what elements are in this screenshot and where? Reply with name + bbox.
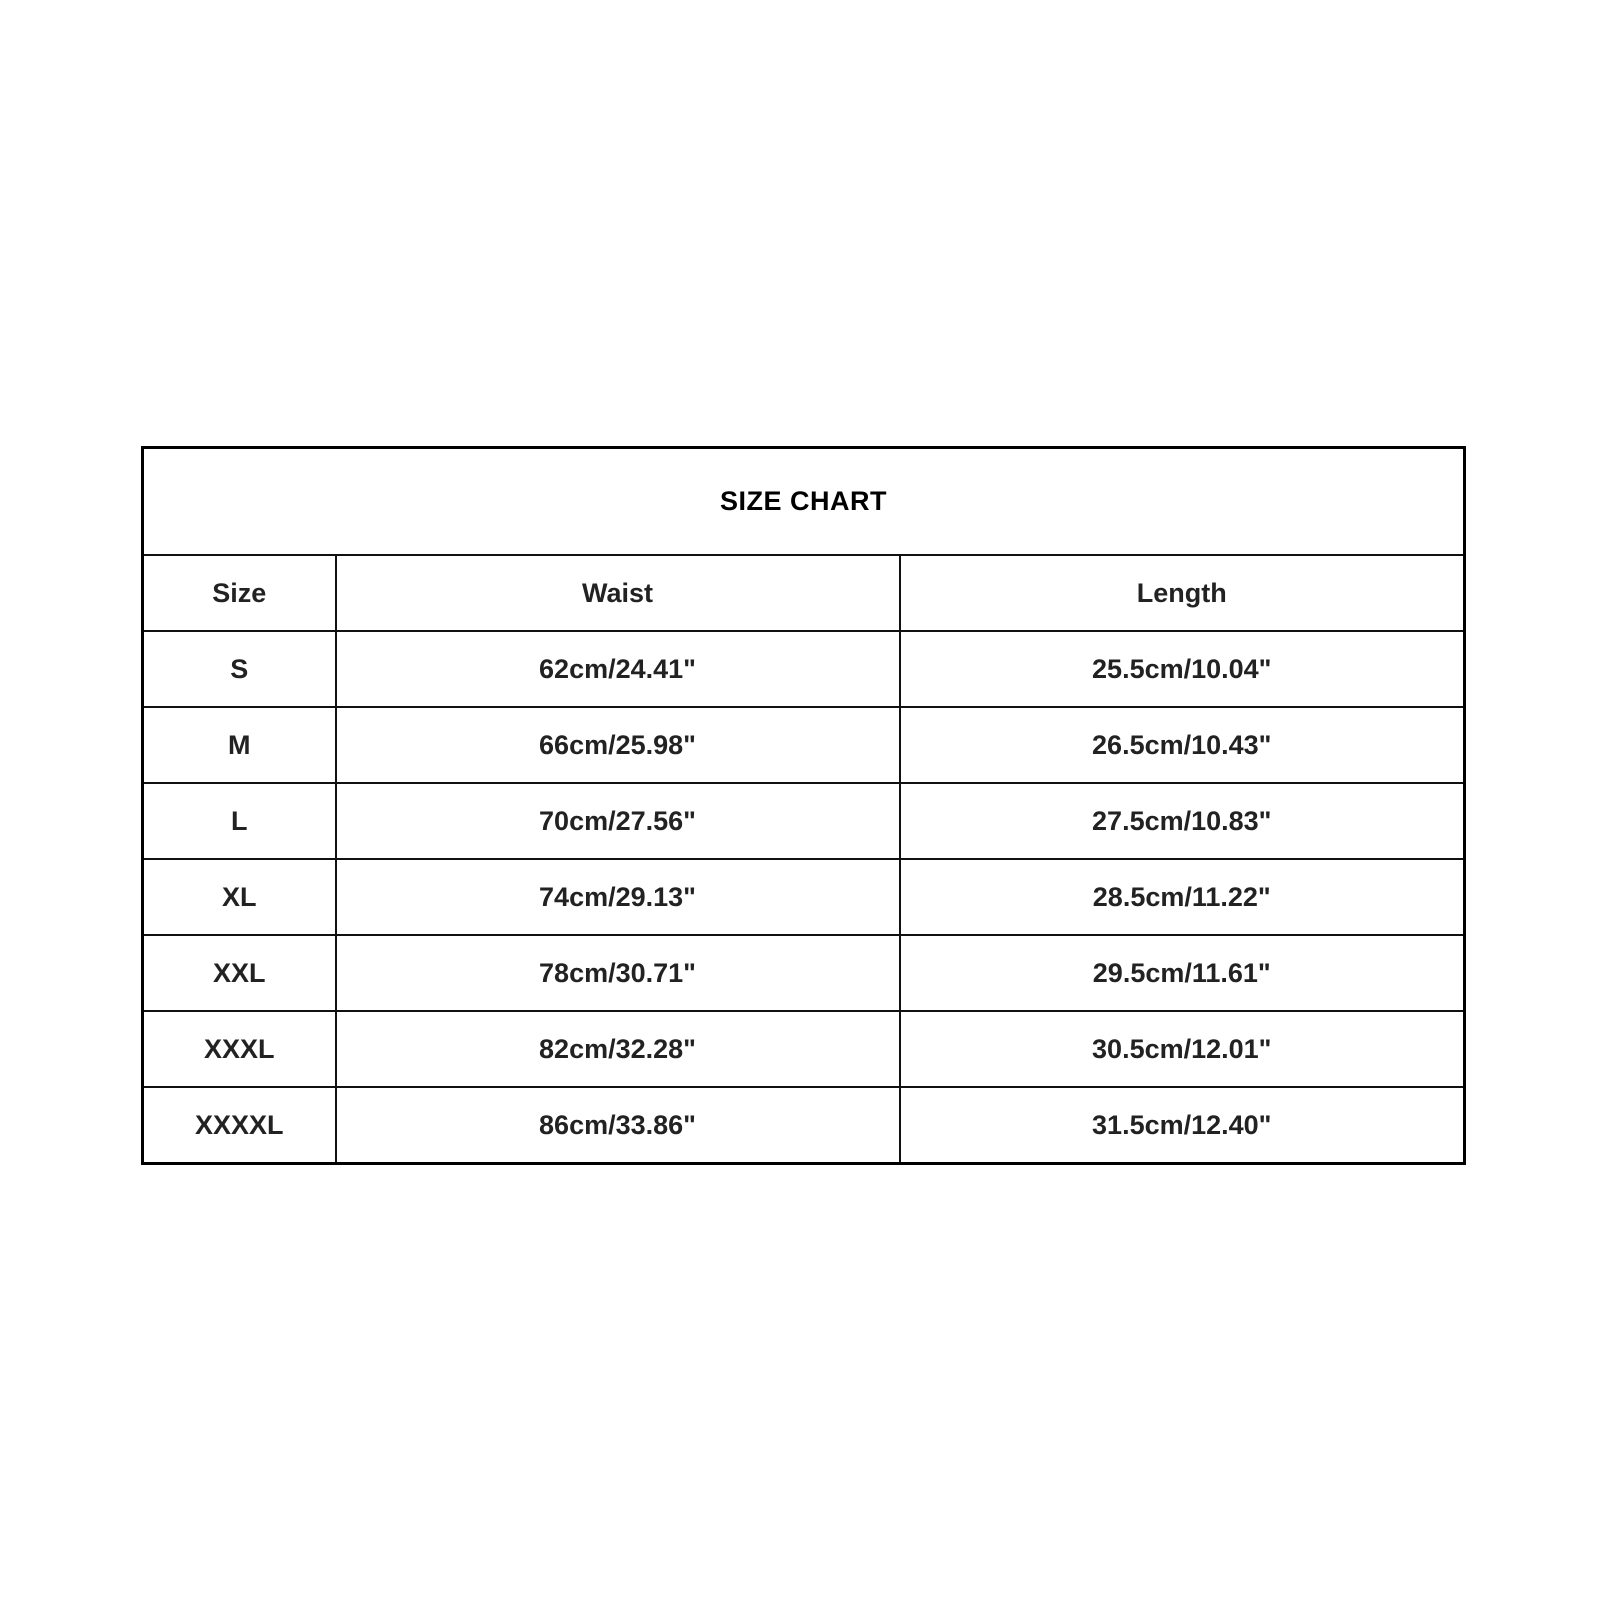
- header-length: Length: [900, 555, 1465, 631]
- size-cell: L: [143, 783, 336, 859]
- waist-cell: 78cm/30.71": [336, 935, 900, 1011]
- table-row: [143, 1087, 1465, 1164]
- table-row: [143, 1011, 1465, 1087]
- length-cell: 31.5cm/12.40": [900, 1087, 1465, 1164]
- table-row: [143, 783, 1465, 859]
- chart-title: SIZE CHART: [143, 448, 1465, 556]
- length-cell: 25.5cm/10.04": [900, 631, 1465, 707]
- table-row: [143, 859, 1465, 935]
- waist-cell: 82cm/32.28": [336, 1011, 900, 1087]
- table-row: [143, 707, 1465, 783]
- table-row: [143, 631, 1465, 707]
- waist-cell: 70cm/27.56": [336, 783, 900, 859]
- title-row: [143, 448, 1465, 556]
- length-cell: 27.5cm/10.83": [900, 783, 1465, 859]
- waist-cell: 62cm/24.41": [336, 631, 900, 707]
- header-waist: Waist: [336, 555, 900, 631]
- waist-cell: 66cm/25.98": [336, 707, 900, 783]
- waist-cell: 74cm/29.13": [336, 859, 900, 935]
- length-cell: 29.5cm/11.61": [900, 935, 1465, 1011]
- size-cell: S: [143, 631, 336, 707]
- table-row: [143, 935, 1465, 1011]
- header-size: Size: [143, 555, 336, 631]
- length-cell: 30.5cm/12.01": [900, 1011, 1465, 1087]
- size-chart-table: [141, 446, 1466, 1165]
- size-cell: XXXL: [143, 1011, 336, 1087]
- length-cell: 28.5cm/11.22": [900, 859, 1465, 935]
- length-cell: 26.5cm/10.43": [900, 707, 1465, 783]
- size-cell: XXXXL: [143, 1087, 336, 1164]
- size-cell: XL: [143, 859, 336, 935]
- size-cell: M: [143, 707, 336, 783]
- waist-cell: 86cm/33.86": [336, 1087, 900, 1164]
- size-cell: XXL: [143, 935, 336, 1011]
- header-row: [143, 555, 1465, 631]
